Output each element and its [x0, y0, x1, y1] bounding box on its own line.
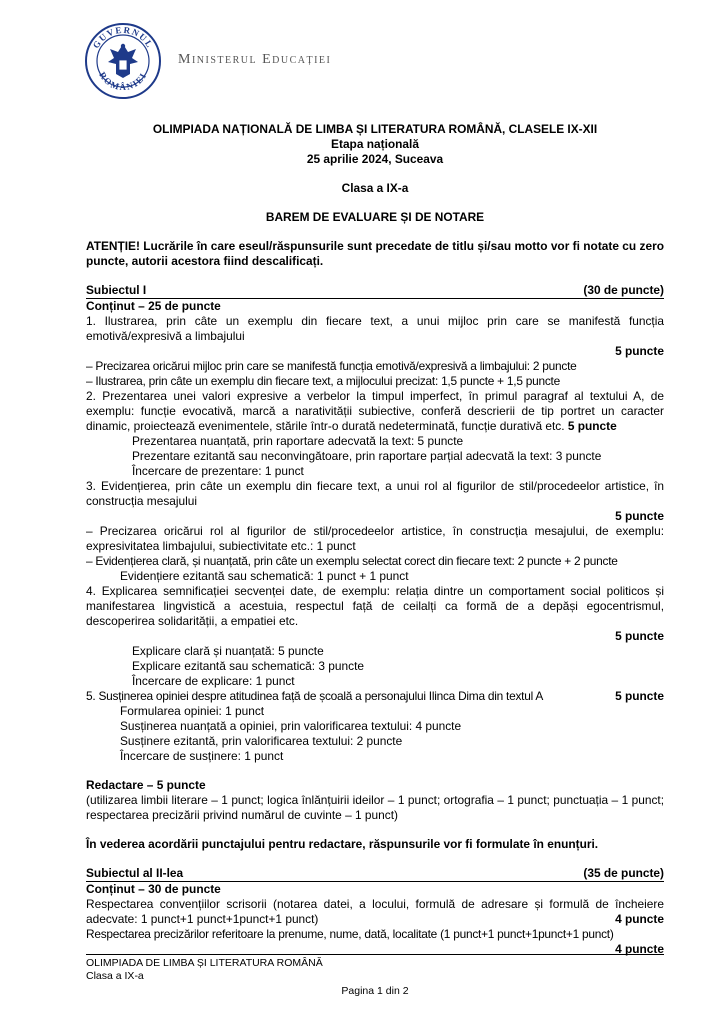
document-title: BAREM DE EVALUARE ȘI DE NOTARE [265, 210, 485, 224]
footer-competition: OLIMPIADA DE LIMBA ȘI LITERATURA ROMÂNĂ [86, 957, 323, 969]
item1-sub2: – Ilustrarea, prin câte un exemplu din fiecare text, a mijlocului precizat: 1,5 puncte + 1,5 puncte [86, 374, 560, 388]
page-number: Pagina 1 din 2 [341, 985, 409, 997]
stage: Etapa națională [331, 137, 419, 151]
redactare-text: (utilizarea limbii literare – 1 punct; logica înlănțuirii ideilor – 1 punct; ortografia – 1 punct; punctuația – 1 punct; respectarea precizării privind numărul de cuvinte – 1 punct) [86, 793, 664, 822]
item2-block [86, 389, 664, 434]
item4-text: 4. Explicarea semnificației secvenței date, de exemplu: relația dintre un comportament social politicos și manifestarea lingvistică a acestuia, respectul față de ceilalți ca formă de a depăși egocentrismul, descoperirea solidarității, a empatiei etc. [86, 584, 664, 628]
subject2-header [86, 866, 664, 882]
subject1-header [86, 283, 664, 299]
subject2-item1-points: 4 puncte [615, 912, 664, 926]
item4-sub1: Explicare clară și nuanțată: 5 puncte [132, 644, 324, 658]
item5-points: 5 puncte [615, 689, 664, 703]
subject2-content-heading: Conținut – 30 de puncte [86, 882, 221, 896]
item3-text: 3. Evidențierea, prin câte un exemplu din fiecare text, a unui rol al figurilor de stil/procedeelor artistice, în construcția mesajului [86, 479, 664, 508]
item3-sub3: Evidențiere ezitantă sau schematică: 1 punct + 1 punct [120, 569, 409, 583]
redactare-note: În vederea acordării punctajului pentru redactare, răspunsurile vor fi formulate în enunțuri. [86, 837, 599, 851]
item4-sub2: Explicare ezitantă sau schematică: 3 puncte [132, 659, 364, 673]
item2-points: 5 puncte [567, 419, 617, 433]
item1-sub1: – Precizarea oricărui mijloc prin care se manifestă funcția emotivă/expresivă a limbajului: 2 puncte [86, 359, 577, 373]
item2-text: 2. Prezentarea unei valori expresive a verbelor la timpul imperfect, în primul paragraf al textului A, de exemplu: funcție evocativă, marcă a narativității subiective, conferă descrierii de tip portret un caracter dinamic, proiectează evenimentele, stările într-o durată nedeterminată, funcție durativă etc. [86, 389, 664, 433]
item2-sub3: Încercare de prezentare: 1 punct [132, 464, 304, 478]
subject2-item2-points: 4 puncte [615, 942, 664, 956]
letterhead [84, 22, 484, 102]
competition-title: OLIMPIADA NAȚIONALĂ DE LIMBA ȘI LITERATURA ROMÂNĂ, CLASELE IX-XII [152, 122, 598, 136]
government-seal-logo [84, 22, 162, 100]
item5-row [86, 689, 664, 704]
item4-sub3: Încercare de explicare: 1 punct [132, 674, 295, 688]
item5-sub2: Susținerea nuanțată a opiniei, prin valorificarea textului: 4 puncte [120, 719, 462, 733]
subject1-content-heading: Conținut – 25 de puncte [86, 299, 221, 313]
item5-sub1: Formularea opiniei: 1 punct [120, 704, 265, 718]
ministry-name: Ministerul Educației [178, 52, 332, 67]
item5-sub3: Susținere ezitantă, prin valorificarea textului: 2 puncte [120, 734, 403, 748]
warning-note: ATENȚIE! Lucrările în care eseul/răspunsurile sunt precedate de titlu și/sau motto vor fi notate cu zero puncte, autorii acestora fiind descalificați. [86, 239, 664, 268]
item5-text: 5. Susținerea opiniei despre atitudinea față de școală a personajului Ilinca Dima din textul A [86, 689, 544, 703]
item2-sub1: Prezentarea nuanțată, prin raportare adecvată la text: 5 puncte [132, 434, 464, 448]
subject1-points: (30 de puncte) [583, 283, 664, 297]
svg-text:ROMÂNIEI: ROMÂNIEI [97, 70, 149, 93]
footer-divider [86, 954, 664, 955]
svg-text:GUVERNUL: GUVERNUL [90, 24, 156, 51]
item3-sub1: – Precizarea oricărui rol al figurilor de stil/procedeelor artistice, în construcția mesajului, de exemplu: expresivitatea limbajului, subiectivitate etc.: 1 punct [86, 524, 664, 553]
page-footer [86, 954, 664, 998]
item1-text: 1. Ilustrarea, prin câte un exemplu din fiecare text, a unui mijloc prin care se manifestă funcția emotivă/expresivă a limbajului [86, 314, 664, 343]
item5-sub4: Încercare de susținere: 1 punct [120, 749, 284, 763]
item2-sub2: Prezentare ezitantă sau neconvingătoare, prin raportare parțial adecvată la text: 3 puncte [132, 449, 602, 463]
redactare-heading: Redactare – 5 puncte [86, 778, 206, 792]
item3-sub2: – Evidențierea clară, și nuanțată, prin câte un exemplu selectat corect din fiecare text: 2 puncte + 2 puncte [86, 554, 618, 568]
grade-label: Clasa a IX-a [341, 181, 409, 195]
item4-points: 5 puncte [615, 629, 664, 643]
footer-grade: Clasa a IX-a [86, 970, 144, 982]
document-body [86, 122, 664, 957]
subject2-item2-text: Respectarea precizărilor referitoare la prenume, nume, dată, localitate (1 punct+1 punct+1punct+1 punct) [86, 927, 614, 941]
item1-points: 5 puncte [615, 344, 664, 358]
subject1-label: Subiectul I [86, 283, 147, 297]
subject2-points: (35 de puncte) [583, 866, 664, 880]
date-location: 25 aprilie 2024, Suceava [306, 152, 444, 166]
subject2-item1-text: Respectarea convențiilor scrisorii (notarea datei, a locului, formulă de adresare și formulă de încheiere adecvate: 1 punct+1 punct+1punct+1 punct) [86, 897, 664, 926]
subject2-label: Subiectul al II-lea [86, 866, 184, 880]
item3-points: 5 puncte [615, 509, 664, 523]
